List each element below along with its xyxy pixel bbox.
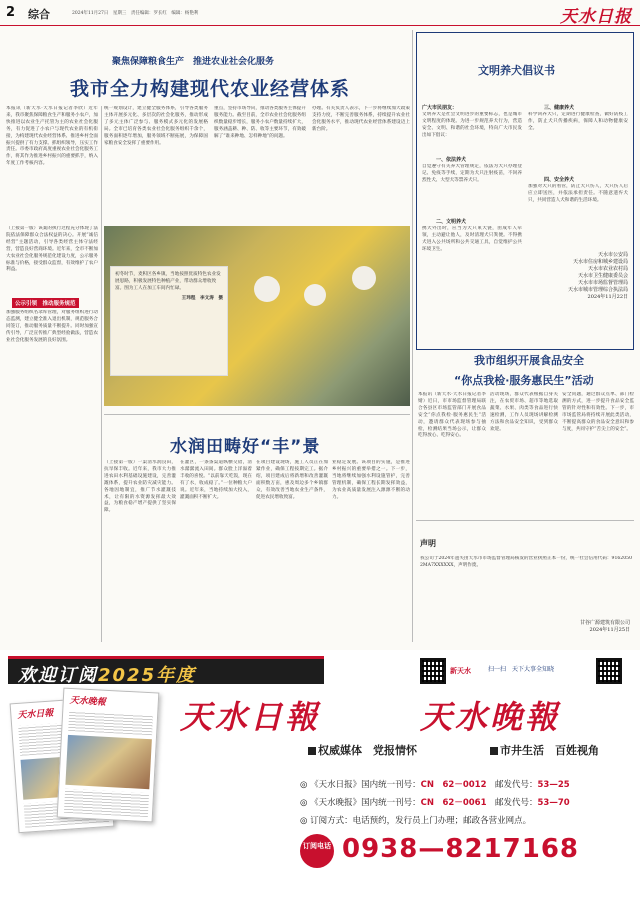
feature-col2: 在灌区，一条条渠道纵横交错，清水潺潺流入田间。群众脸上洋溢着丰收的喜悦。“以前靠天吃饭，现在有了水，收成稳了。”一位种粮大户说。近年来，当地持续加大投入，灌溉面积不断扩大。 bbox=[180, 460, 252, 500]
initiative-body5: 加强对犬只的看管，防止犬只伤人，犬只伤人后应立即送医，并依法承担责任。不随意遗弃犬只，共同营造人犬和谐的生活环境。 bbox=[528, 184, 628, 203]
dateline: 2024年11月27日 星期三 责任编辑：罗长红 编辑：杨艳利 bbox=[72, 11, 199, 16]
statement-title: 声明 bbox=[420, 539, 436, 548]
food-safety-headline1: 我市组织开展食品安全 bbox=[474, 354, 584, 367]
ad-phone-number: 0938—8217168 bbox=[342, 834, 579, 864]
main-story-headline: 我市全力构建现代农业经营体系 bbox=[70, 78, 351, 100]
thumb-daily-logo: 天水日報 bbox=[17, 708, 54, 721]
statement-signature bbox=[420, 620, 630, 634]
divider bbox=[101, 106, 102, 642]
main-story-col2: 统一规划设计，建立健全服务体系，引导各类服务主体开展多元化、多层次的社会化服务，推动形成了多元主体广泛参与、服务模式多元化的发展格局。全市已培育各类农业社会化服务组织千余个，服务面积逐年增加，服务领域不断拓展，为保障国家粮食安全发挥了重要作用。 bbox=[104, 106, 208, 146]
initiative-body1: 文明养犬是社会文明进步的重要标志，也是城市文明程度的体现。为进一步规范养犬行为，营造安全、文明、和谐的社会环境，特向广大市民发出如下倡议： bbox=[422, 112, 522, 138]
main-story-col3: 重点，坚持市场导向，推动各类服务主体提升服务能力。截至目前，全市农业社会化服务组织数量稳步增长，服务小农户数量持续扩大，服务涵盖耕、种、防、收等主要环节，有效破解了“谁来种地、怎样种地”的问题。 bbox=[214, 106, 306, 139]
initiative-org: 天水市住房和城乡建设局 bbox=[572, 259, 628, 265]
page-masthead bbox=[0, 0, 640, 26]
initiative-org: 天水市城市管理综合执法局 bbox=[567, 287, 628, 293]
initiative-date: 2024年11月22日 bbox=[587, 294, 628, 300]
food-safety-col1: 本报讯（新天水·天水日报记者李婧）近日，市市场监督管理局联合各县区市场监管部门开展食品安全“你点我检·服务惠民生”活动，邀请群众代表现场参与抽检，检测结果当场公示，让群众吃得放心、吃得安心。 bbox=[418, 392, 486, 439]
square-bullet-icon bbox=[490, 747, 498, 755]
feature-col1: （上接第一版）一渠清水润良田，抗旱保丰收。近年来，我市大力推进农田水利基础设施建设，完善灌溉体系，提升农业防灾减灾能力。各地因地制宜，推广节水灌溉技术，让有限的水资源发挥最大效益，为粮食稳产增产提供了坚实保障。 bbox=[104, 460, 176, 514]
main-story-col4: 办理。有关负责人表示，下一步将继续加大政策支持力度，不断完善服务体系，持续提升农业社会化服务水平，推动现代农业经营体系建设迈上新台阶。 bbox=[312, 106, 410, 132]
food-safety-col2: 活动现场，群众代表根据自身关注，在农贸市场、超市等地选取蔬菜、水果、肉类等食品进行快速检测，工作人员现场讲解检测方法和食品安全知识，受到群众欢迎。 bbox=[490, 392, 558, 432]
ad-banner bbox=[8, 656, 324, 684]
initiative-body3: 携犬外出时，应当为犬只束犬链，由成年人牵领，主动避让他人，及时清理犬只粪便。不得携犬进入公共场所和公共交通工具，自觉维护公共环境卫生。 bbox=[422, 226, 522, 252]
page-number: 2 bbox=[6, 5, 16, 20]
thumb-text-lines bbox=[64, 789, 149, 817]
main-story-col1b: （上接第一版）该案的执行过程充分体现了法院依法保障群众合法权益的决心。开展“诚信经营”主题活动，引导各类经营主体守法经营，营造良好营商环境。近年来，全市不断加大农业社会化服务规范化建设力度，公示服务标准与价格，接受群众监督，有效维护了农户利益。 bbox=[6, 226, 98, 273]
ad-banner-text bbox=[18, 661, 196, 687]
initiative-org: 天水市公安局 bbox=[597, 252, 628, 258]
initiative-body4: 科学饲养犬只，定期进行健康检查，做好防疫工作，防止犬只传播疾病，保障人和动物健康安全。 bbox=[528, 112, 628, 131]
food-safety-col3: 安全问题，通过群众点单、部门检测的方式，进一步提升食品安全监管的针对性和有效性。下一步，市市场监管局将持续开展此类活动，不断提高群众的食品安全意识和参与度，共同守护“舌尖上的安全”。 bbox=[562, 392, 634, 432]
initiative-heading2: 二、文明养犬 bbox=[436, 219, 467, 225]
ad-slogan-daily: 权威媒体 党报情怀 bbox=[308, 742, 417, 758]
initiative-heading1: 一、依法养犬 bbox=[436, 157, 467, 163]
app-tagline: 扫一扫 天下大事全知晓 bbox=[488, 666, 555, 673]
statement-body: 我公司于2024年遗失由天水市市场监督管理局核发的营业执照正本一份，统一社会信用代码：91620502MA7XXXXXX，声明作废。 bbox=[420, 556, 632, 568]
statement-company: 甘谷广源建筑有限公司 bbox=[579, 620, 630, 626]
ad-banner-year: 2025年度 bbox=[98, 665, 197, 686]
main-story-col1: 本报讯（新天水·天水日报记者李欣）近年来，我市聚焦保障粮食生产和服务小农户，加快推进以农业生产托管为主的农业社会化服务，有力促进了小农户与现代农业的有机衔接，为构建现代农业经营体系、推进乡村全面振兴提供了有力支撑。抓组织领导，压实工作责任。市委市政府高度重视农业社会化服务工作，将其作为推进乡村振兴的重要抓手，纳入年度工作考核内容。 bbox=[6, 106, 98, 167]
ad-banner-welcome: 欢迎订阅 bbox=[18, 665, 98, 686]
ad-brand-evening: 天水晚報 bbox=[420, 698, 561, 736]
photo-credit: 王玮程 李文涛 摄 bbox=[181, 296, 223, 301]
main-story-kicker: 聚焦保障粮食生产 推进农业社会化服务 bbox=[112, 57, 275, 67]
initiative-org: 天水市农业农村局 bbox=[587, 266, 628, 272]
subscription-ad bbox=[0, 650, 640, 918]
square-bullet-icon bbox=[308, 747, 316, 755]
ad-slogan-evening: 市井生活 百姓视角 bbox=[490, 742, 599, 758]
divider bbox=[412, 30, 413, 642]
initiative-body2: 自觉遵守有关养犬管理规定，依法为犬只办理登记、免疫等手续，定期为犬只注射疫苗，不饲养烈性犬、大型犬等禁养犬只。 bbox=[422, 164, 522, 183]
initiative-heading3: 三、健康养犬 bbox=[544, 105, 575, 111]
ad-phone-label: 订阅电话 bbox=[300, 834, 334, 868]
feature-headline: 水润田畴好“丰”景 bbox=[170, 437, 321, 457]
photo-caption: 初冬时节，麦积区各乡镇，当地按照优质特色农业发展思路，积极发展特色种植产业，带动群众增收致富。图为工人在加工车间内忙碌。 bbox=[115, 272, 221, 291]
initiative-heading4: 四、安全养犬 bbox=[544, 177, 575, 183]
main-story-subhead: 公示引领 推动服务规范 bbox=[12, 298, 79, 308]
thumb-evening-logo: 天水晚報 bbox=[69, 695, 107, 708]
food-safety-headline2: “你点我检·服务惠民生”活动 bbox=[454, 374, 594, 387]
newspaper-thumb-evening bbox=[57, 688, 160, 823]
main-story-col2b-cont bbox=[6, 436, 98, 640]
statement-date: 2024年11月25日 bbox=[589, 627, 630, 633]
paper-logo: 天水日报 bbox=[560, 7, 632, 27]
app-promo bbox=[420, 658, 630, 688]
app-name: 新天水 bbox=[450, 667, 471, 675]
divider bbox=[104, 414, 410, 415]
news-photo bbox=[104, 226, 410, 406]
feature-col3: 在项目建设现场，施工人员正在加紧作业，确保工程按期完工。据介绍，项目建成后将新增和改善灌溉面积数万亩，惠及周边多个乡镇群众，有效改善当地农业生产条件，促进农民增收致富。 bbox=[256, 460, 328, 500]
ad-sub-daily: ◎ 《天水日报》国内统一刊号：CN 62－0012 邮发代号：53—25 bbox=[300, 780, 570, 790]
feature-col4: 业稳定发展。该项目的实施，是推进乡村振兴的重要举措之一。下一步，当地将继续加强水利设施管护，完善管理机制，确保工程长期发挥效益，为农业高质量发展注入源源不断的动力。 bbox=[332, 460, 410, 500]
initiative-salutation: 广大市民朋友： bbox=[422, 105, 458, 111]
thumb-text-lines bbox=[68, 711, 153, 735]
divider bbox=[416, 520, 634, 521]
initiative-orgs bbox=[528, 252, 628, 301]
initiative-org: 天水市市场监督管理局 bbox=[577, 280, 628, 286]
photo-caption-box bbox=[110, 266, 228, 376]
main-story-col2b: 加强服务组织名录库管理，对服务组织进行动态监测，建立健全准入退出机制，规范服务合同签订，推动服务质量不断提升。同时加强宣传引导，广泛宣传推广典型经验做法，营造农业社会化服务发展的良好氛围。 bbox=[6, 310, 98, 343]
section-name: 综合 bbox=[28, 8, 50, 21]
thumb-photo bbox=[65, 735, 152, 789]
ad-brand-daily: 天水日報 bbox=[180, 698, 321, 736]
initiative-title: 文明养犬倡议书 bbox=[478, 64, 555, 77]
ad-sub-evening: ◎ 《天水晚报》国内统一刊号：CN 62－0061 邮发代号：53—70 bbox=[300, 798, 570, 808]
app-qr-icon bbox=[420, 658, 446, 684]
initiative-org: 天水市卫生健康委员会 bbox=[577, 273, 628, 279]
qr-code-icon bbox=[596, 658, 622, 684]
ad-order-line: ◎ 订阅方式：电话预约，发行员上门办理；邮政各营业网点。 bbox=[300, 816, 532, 826]
